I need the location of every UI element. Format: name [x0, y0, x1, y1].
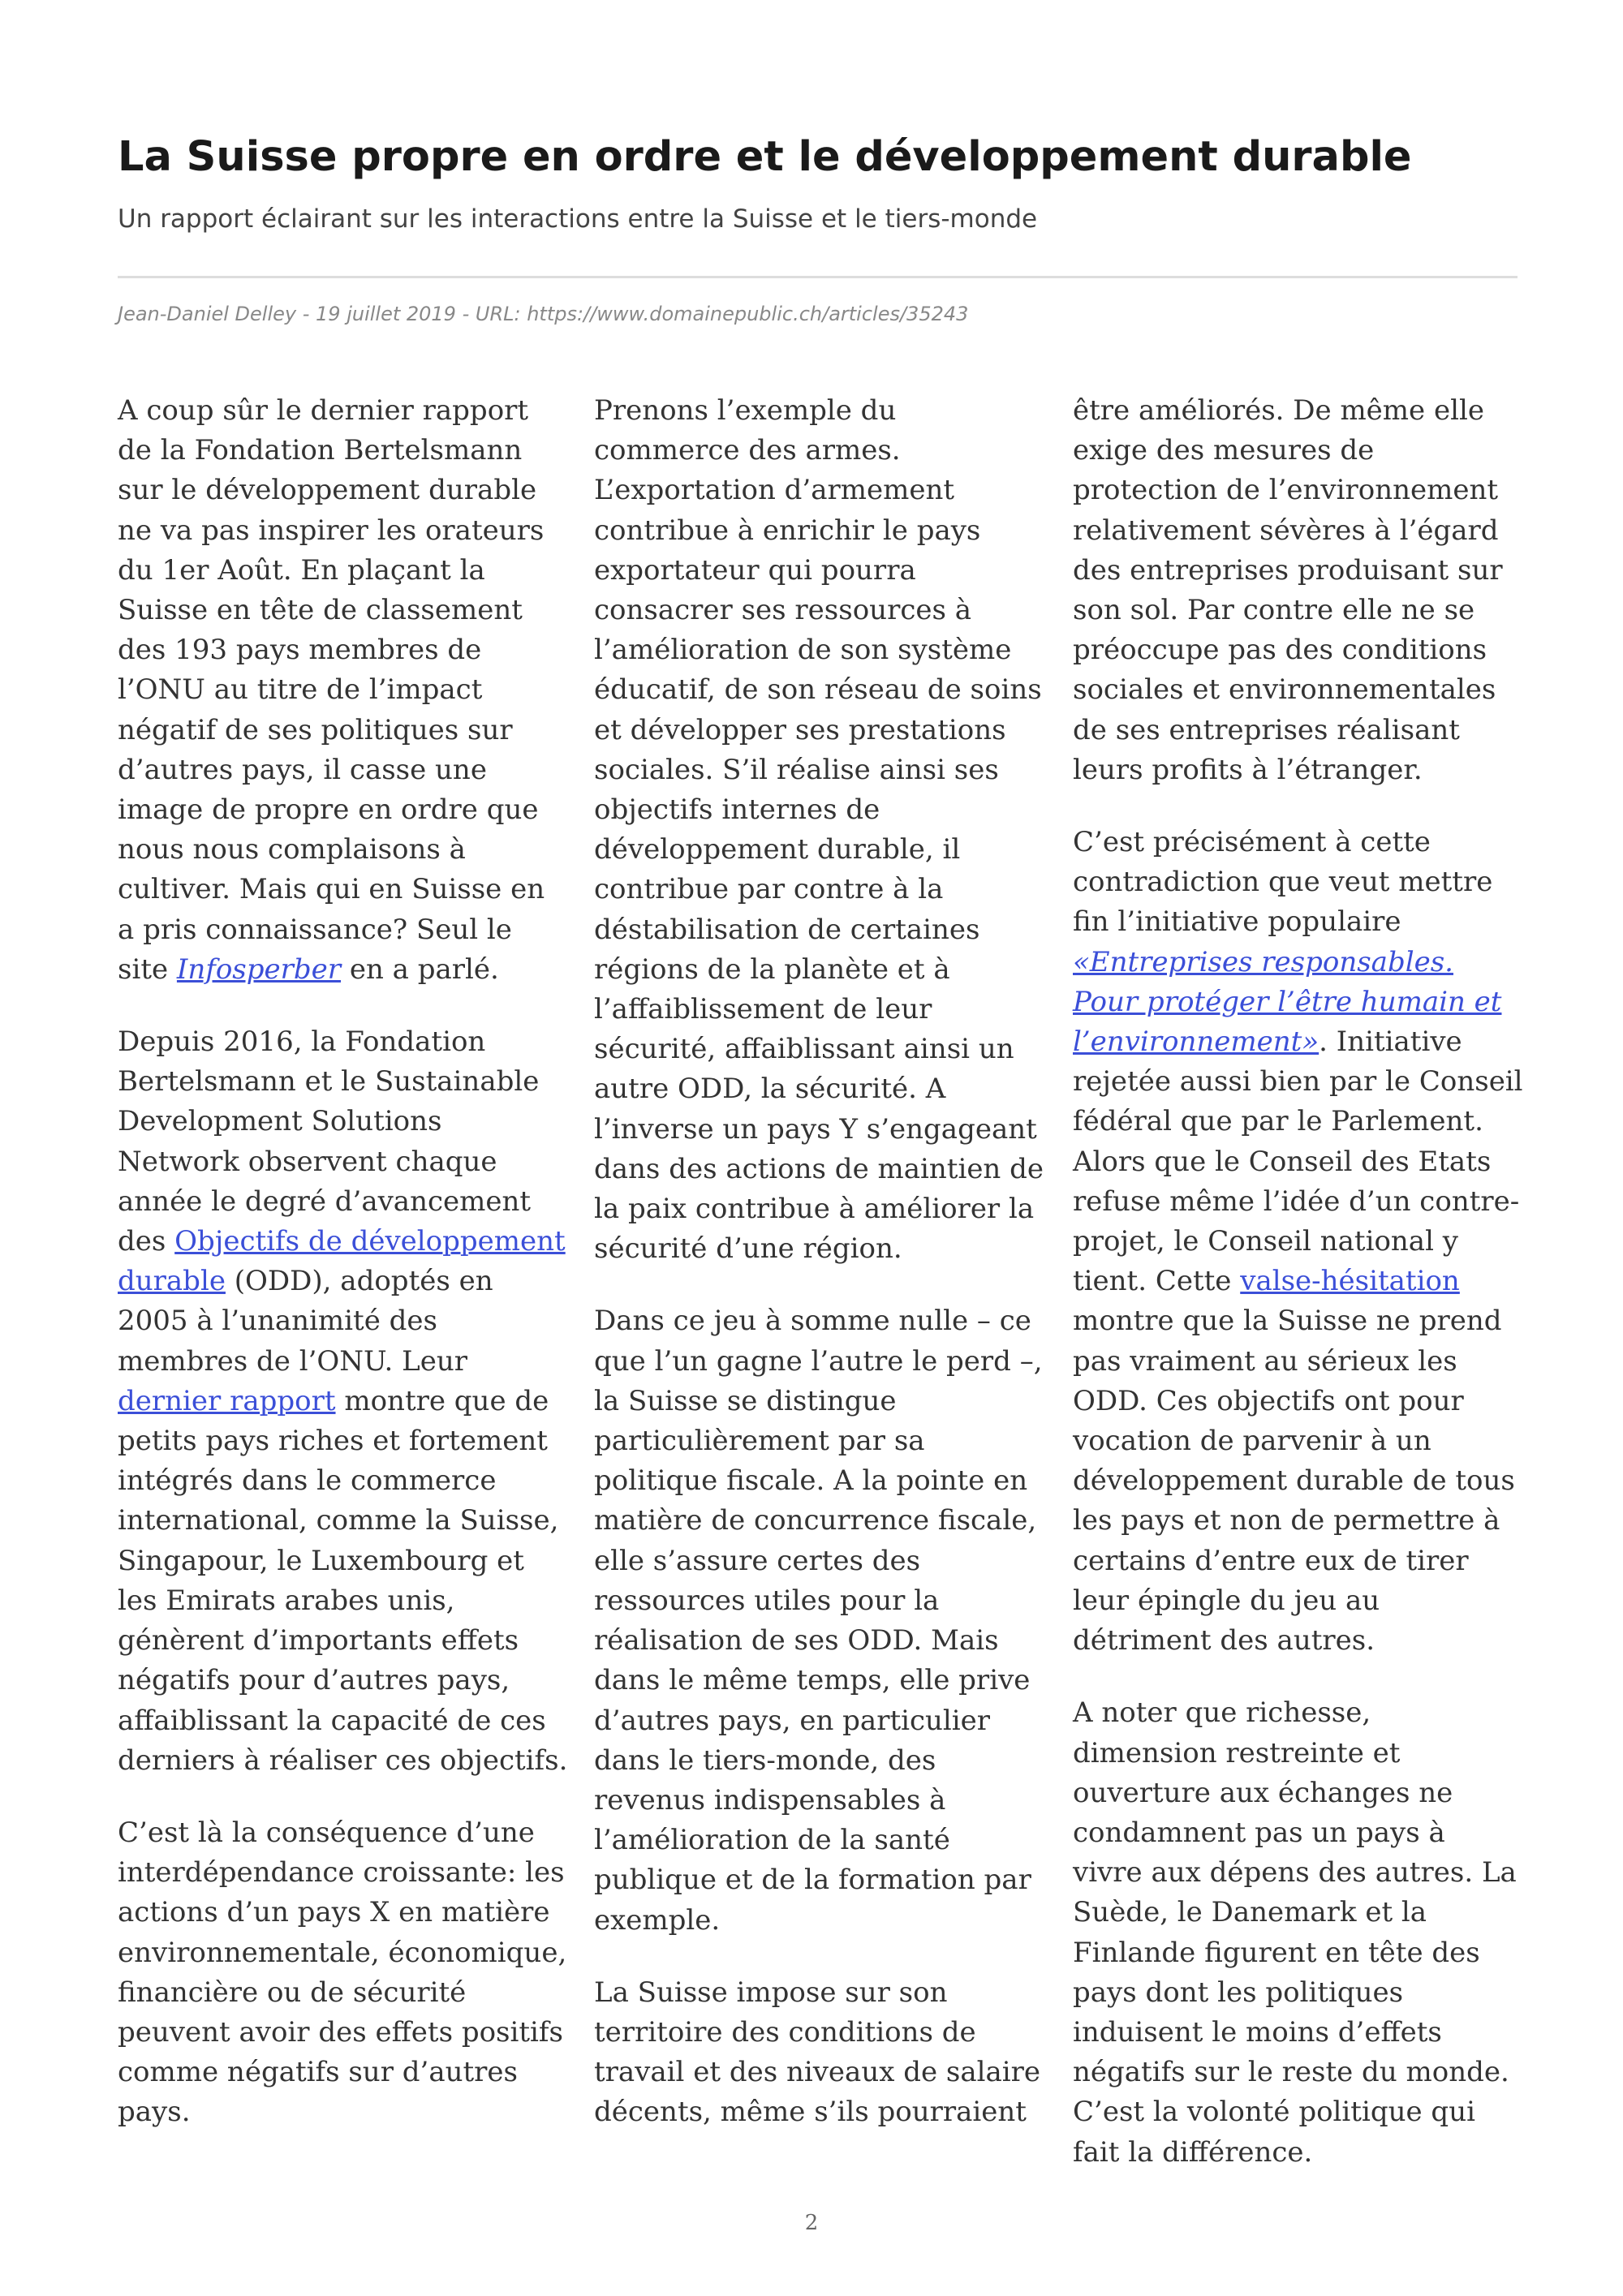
article-title: La Suisse propre en ordre et le développement durable	[118, 133, 1412, 181]
link-valse-hesitation[interactable]: valse-hésitation	[1240, 1265, 1460, 1298]
paragraph	[118, 1022, 568, 1781]
paragraph: Prenons l’exemple du commerce des armes. L’exportation d’armement contribue à enrichir le pays exportateur qui pourra consacrer ses ressources à l’amélioration de son système éducatif, de son réseau de soins et développer ses prestations sociales. S’il réalise ainsi ses objectifs internes de développement durable, il contribue par contre à la déstabilisation de certaines régions de la planète et à l’affaiblissement de leur sécurité, affaiblissant ainsi un autre ODD, la sécurité. A l’inverse un pays Y s’engageant dans des actions de maintien de la paix contribue à améliorer la sécurité d’une région.	[594, 394, 1044, 1266]
paragraph-text: (ODD), adoptés en 2005 à l’unanimité des membres de l’ONU. Leur	[118, 1265, 493, 1378]
paragraph: A noter que richesse, dimension restreinte et ouverture aux échanges ne condamnent pas un pays à vivre aux dépens des autres. La Suède, le Danemark et la Finlande figurent en tête des pays dont les politiques induisent le moins d’effets négatifs sur le reste du monde. C’est la volonté politique qui fait la différence.	[1073, 1696, 1517, 2169]
link-infosperber[interactable]: Infosperber	[176, 952, 342, 986]
paragraph-text: montre que la Suisse ne prend pas vraiment au sérieux les ODD. Ces objectifs ont pour vocation de parvenir à un développement durable de tous les pays et non de permettre à certains d’entre eux de tirer leur épingle du jeu au détriment des autres.	[1073, 1305, 1515, 1658]
paragraph-text: A coup sûr le dernier rapport de la Fondation Bertelsmann sur le développement durable ne va pas inspirer les orateurs du 1er Août. En plaçant la Suisse en tête de classement des 193 pays membres de l’ONU au titre de l’impact négatif de ses politiques sur d’autres pays, il casse une image de propre en ordre que nous nous complaisons à cultiver. Mais qui en Suisse en a pris connaissance? Seul le site	[118, 394, 545, 986]
article-byline: Jean-Daniel Delley - 19 juillet 2019 - URL: https://www.domainepublic.ch/articles/35243	[118, 303, 969, 325]
paragraph: Dans ce jeu à somme nulle – ce que l’un gagne l’autre le perd –, la Suisse se distingue particulièrement par sa politique fiscale. A la pointe en matière de concurrence fiscale, elle s’assure certes des ressources utiles pour la réalisation de ses ODD. Mais dans le même temps, elle prive d’autres pays, en particulier dans le tiers-monde, des revenus indispensables à l’amélioration de la santé publique et de la formation par exemple.	[594, 1305, 1043, 1937]
paragraph: La Suisse impose sur son territoire des conditions de travail et des niveaux de salaire décents, même s’ils pourraient	[594, 1976, 1041, 2129]
text-column-2	[594, 391, 1044, 2165]
text-column-1	[118, 391, 568, 2165]
header-divider	[118, 276, 1518, 278]
paragraph-text: C’est précisément à cette contradiction que veut mettre fin l’initiative populaire	[1073, 826, 1493, 939]
paragraph-text: . Initiative rejetée aussi bien par le Conseil fédéral que par le Parlement. Alors que le Conseil des Etats refuse même l’idée d’un contre-projet, le Conseil national y tient. Cette	[1073, 1025, 1523, 1298]
paragraph-text: en a parlé.	[341, 952, 499, 986]
paragraph: être améliorés. De même elle exige des mesures de protection de l’environnement relativement sévères à l’égard des entreprises produisant sur son sol. Par contre elle ne se préoccupe pas des conditions sociales et environnementales de ses entreprises réalisant leurs profits à l’étranger.	[1073, 394, 1503, 786]
paragraph	[118, 391, 568, 990]
link-entreprises-responsables[interactable]: «Entreprises responsables. Pour protéger l’être humain et l’environnement»	[1073, 945, 1502, 1059]
link-dernier-rapport[interactable]: dernier rapport	[118, 1384, 336, 1417]
page-number: 2	[804, 2211, 819, 2235]
article-subtitle: Un rapport éclairant sur les interactions entre la Suisse et le tiers-monde	[118, 204, 1038, 234]
paragraph: C’est là la conséquence d’une interdépendance croissante: les actions d’un pays X en matière environnementale, économique, financière ou de sécurité peuvent avoir des effets positifs comme négatifs sur d’autres pays.	[118, 1816, 567, 2129]
paragraph-text: montre que de petits pays riches et fortement intégrés dans le commerce international, comme la Suisse, Singapour, le Luxembourg et les Emirats arabes unis, génèrent d’importants effets négatifs pour d’autres pays, affaiblissant la capacité de ces derniers à réaliser ces objectifs.	[118, 1384, 568, 1777]
text-column-3	[1073, 391, 1523, 2205]
paragraph	[1073, 823, 1523, 1661]
link-objectifs-developpement-durable[interactable]: Objectifs de développement durable	[118, 1225, 566, 1298]
paragraph-text: Depuis 2016, la Fondation Bertelsmann et le Sustainable Development Solutions Network observent chaque année le degré d’avancement des	[118, 1025, 540, 1258]
